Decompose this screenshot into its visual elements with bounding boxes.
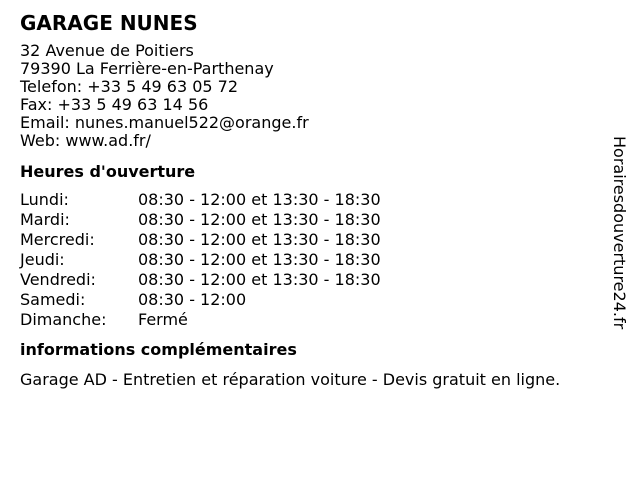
phone-number[interactable]: Telefon: +33 5 49 63 05 72: [20, 77, 239, 96]
hours-time: 08:30 - 12:00 et 13:30 - 18:30: [138, 210, 381, 229]
hours-time: Fermé: [138, 310, 188, 329]
hours-time: 08:30 - 12:00 et 13:30 - 18:30: [138, 230, 381, 249]
hours-day: Mercredi:: [20, 230, 95, 249]
hours-time: 08:30 - 12:00 et 13:30 - 18:30: [138, 250, 381, 269]
business-name: GARAGE NUNES: [20, 11, 198, 35]
hours-row-monday: [20, 190, 600, 210]
additional-info-text: Garage AD - Entretien et réparation voiture - Devis gratuit en ligne.: [20, 370, 561, 389]
site-watermark: Horairesdouverture24.fr: [610, 136, 629, 330]
hours-row-saturday: [20, 290, 600, 310]
hours-day: Jeudi:: [20, 250, 65, 269]
hours-day: Samedi:: [20, 290, 86, 309]
hours-day: Dimanche:: [20, 310, 107, 329]
opening-hours-table: [20, 190, 600, 330]
additional-info-heading: informations complémentaires: [20, 340, 297, 359]
email-address[interactable]: Email: nunes.manuel522@orange.fr: [20, 113, 309, 132]
hours-day: Lundi:: [20, 190, 69, 209]
hours-day: Mardi:: [20, 210, 70, 229]
website-link[interactable]: Web: www.ad.fr/: [20, 131, 151, 150]
hours-day: Vendredi:: [20, 270, 96, 289]
hours-row-friday: [20, 270, 600, 290]
address-street: 32 Avenue de Poitiers: [20, 41, 194, 60]
hours-time: 08:30 - 12:00 et 13:30 - 18:30: [138, 270, 381, 289]
hours-row-sunday: [20, 310, 600, 330]
fax-number: Fax: +33 5 49 63 14 56: [20, 95, 209, 114]
opening-hours-heading: Heures d'ouverture: [20, 162, 196, 181]
hours-time: 08:30 - 12:00 et 13:30 - 18:30: [138, 190, 381, 209]
business-card: [20, 10, 600, 390]
address-city: 79390 La Ferrière-en-Parthenay: [20, 59, 274, 78]
hours-time: 08:30 - 12:00: [138, 290, 247, 309]
hours-row-wednesday: [20, 230, 600, 250]
hours-row-thursday: [20, 250, 600, 270]
hours-row-tuesday: [20, 210, 600, 230]
